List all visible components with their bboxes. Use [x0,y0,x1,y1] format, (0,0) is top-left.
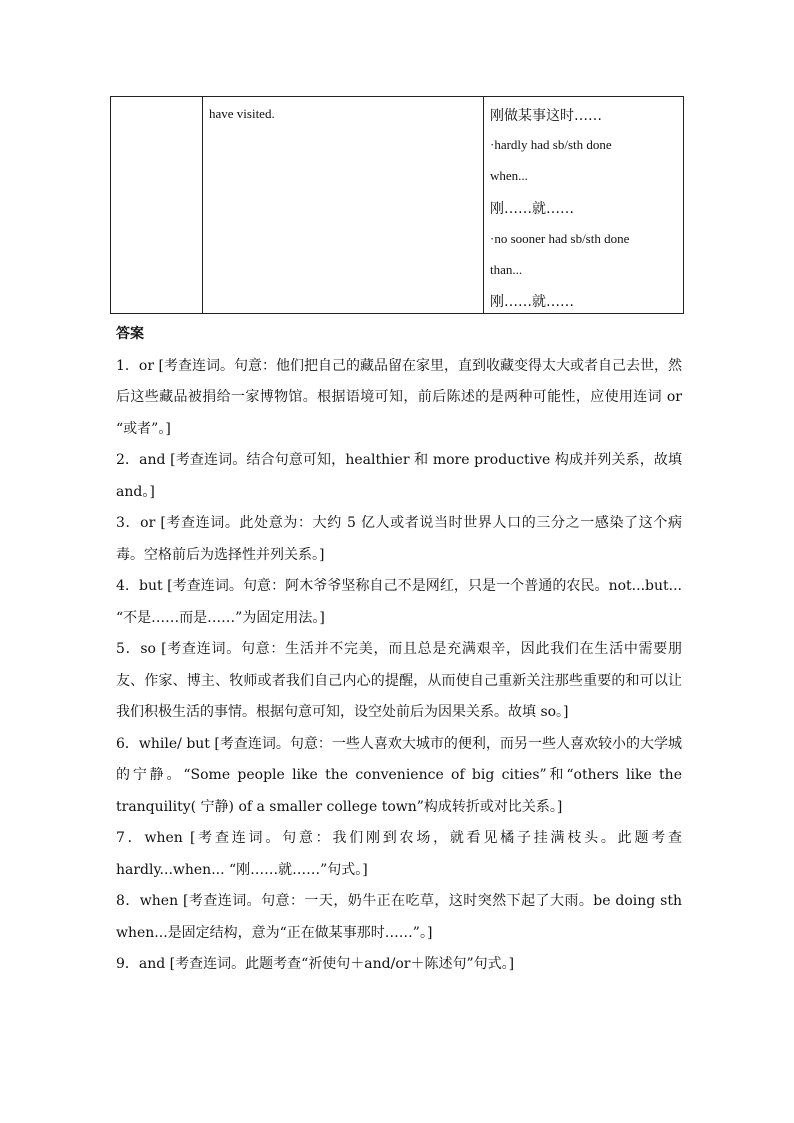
answer-item-8: 8．when [考查连词。句意：一天，奶牛正在吃草，这时突然下起了大雨。be doing sth when...是固定结构，意为“正在做某事那时……”。] [116,893,682,941]
usage-line: 刚……就…… [490,201,574,217]
answer-item-5: 5．so [考查连词。句意：生活并不完美，而且总是充满艰辛，因此我们在生活中需要朋友、作家、博主、牧师或者我们自己内心的提醒，从而使自己重新关注那些重要的和可以让我们积极生活的事情。根据句意可知，设空处前后为因果关系。故填 so。] [116,641,682,720]
table-cell-usage [483,97,683,313]
answer-item-2: 2．and [考查连词。结合句意可知，healthier 和 more productive 构成并列关系，故填 and。] [116,452,682,500]
grammar-table [110,96,684,314]
answer-item-7: 7．when [考查连词。句意：我们刚到农场，就看见橘子挂满枝头。此题考查 hardly...when... “刚……就……”句式。] [116,830,682,878]
answer-item-9: 9．and [考查连词。此题考查“祈使句＋and/or＋陈述句”句式。] [116,956,515,972]
usage-line: 刚……就…… [490,294,574,310]
answers-section [116,319,682,981]
answer-item-6: 6．while/ but [考查连词。句意：一些人喜欢大城市的便利，而另一些人喜欢较小的大学城的宁静。“Some people like the convenience of big cities”和“others like the tranquility( 宁静) of a smaller college town”构成转折或对比关系。] [116,735,682,815]
example-text: have visited. [209,106,275,121]
answers-heading: 答案 [116,326,144,342]
table-cell-category [111,97,203,313]
table-cell-example [202,97,484,313]
usage-line: ·hardly had sb/sth done [490,137,612,152]
answer-item-3: 3．or [考查连词。此处意为：大约 5 亿人或者说当时世界人口的三分之一感染了这个病毒。空格前后为选择性并列关系。] [116,515,682,563]
usage-line: when... [490,168,528,183]
answer-item-4: 4．but [考查连词。句意：阿木爷爷坚称自己不是网红，只是一个普通的农民。not...but... “不是……而是……”为固定用法。] [116,578,682,626]
usage-line: 刚做某事这时…… [490,108,602,124]
usage-line: ·no sooner had sb/sth done [490,231,630,246]
usage-line: than... [490,262,523,277]
answer-item-1: 1．or [考查连词。句意：他们把自己的藏品留在家里，直到收藏变得太大或者自己去世，然后这些藏品被捐给一家博物馆。根据语境可知，前后陈述的是两种可能性，应使用连词 or “或者”。] [116,357,682,437]
